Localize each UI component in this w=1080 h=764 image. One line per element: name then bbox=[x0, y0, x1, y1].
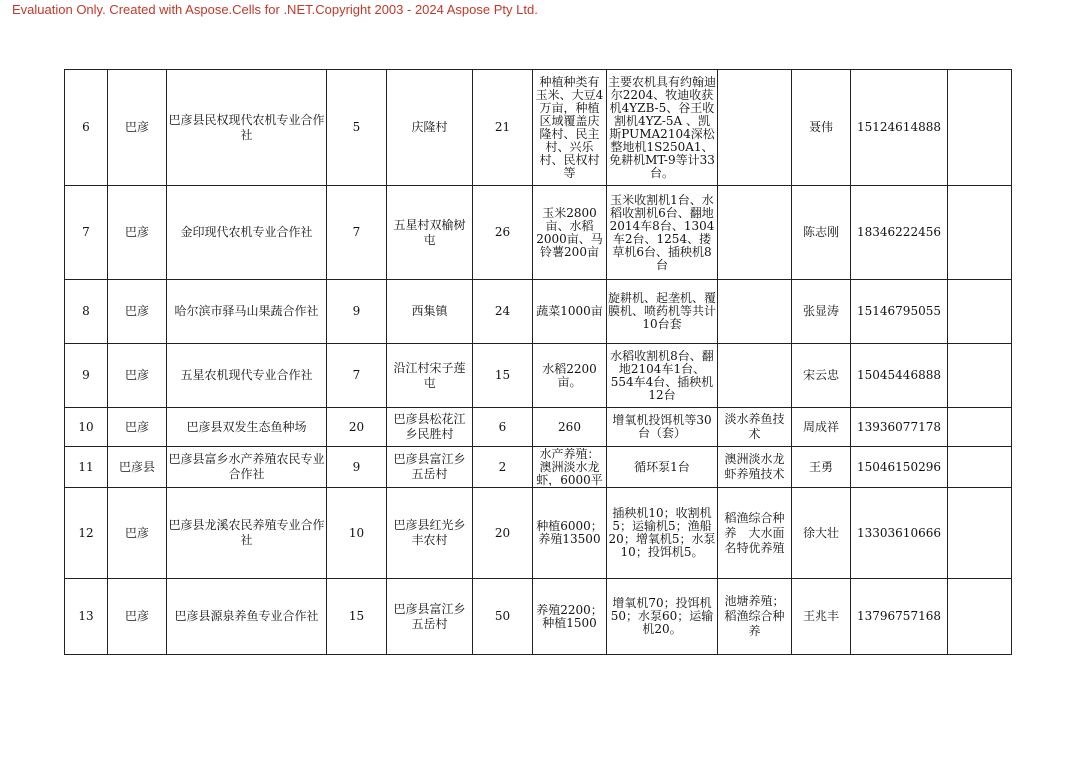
cell-planting-scale-text: 养殖2200；种植1500 bbox=[536, 603, 603, 630]
cell-contact-person bbox=[792, 70, 851, 186]
cell-member-count bbox=[327, 70, 387, 186]
cell-equipment bbox=[607, 408, 718, 447]
cell-technology bbox=[718, 344, 792, 408]
cell-phone bbox=[851, 447, 948, 488]
cell-village bbox=[387, 280, 473, 344]
cell-cooperative-name bbox=[167, 488, 327, 579]
cell-contact-person bbox=[792, 488, 851, 579]
cell-technology bbox=[718, 488, 792, 579]
cell-cooperative-name-text: 五星农机现代专业合作社 bbox=[180, 368, 313, 382]
cell-contact-person bbox=[792, 344, 851, 408]
cell-county bbox=[108, 447, 167, 488]
cell-phone bbox=[851, 70, 948, 186]
cell-households-text: 50 bbox=[494, 609, 511, 623]
cell-households-text: 24 bbox=[494, 304, 511, 318]
cell-equipment bbox=[607, 70, 718, 186]
cell-equipment-text: 增氧机投饵机等30台（套） bbox=[612, 414, 712, 440]
cell-households-text: 20 bbox=[494, 525, 511, 540]
cell-phone-text: 18346222456 bbox=[857, 225, 941, 239]
cell-village bbox=[387, 488, 473, 579]
cell-technology-text: 澳洲淡水龙虾养殖技术 bbox=[724, 452, 785, 481]
cell-row-number-text: 9 bbox=[82, 368, 90, 382]
cooperatives-table bbox=[64, 69, 1012, 655]
cell-phone-text: 15046150296 bbox=[857, 459, 941, 474]
cell-contact-person bbox=[792, 186, 851, 280]
cell-cooperative-name bbox=[167, 186, 327, 280]
cell-contact-person-text: 徐大壮 bbox=[802, 525, 839, 540]
cell-phone-text: 15045446888 bbox=[857, 368, 941, 382]
cell-member-count bbox=[327, 186, 387, 280]
cell-county-text: 巴彦 bbox=[124, 120, 149, 134]
cell-technology-text: 淡水养鱼技术 bbox=[724, 412, 785, 441]
cell-county-text: 巴彦 bbox=[124, 609, 149, 623]
cell-cooperative-name-text: 巴彦县龙溪农民养殖专业合作社 bbox=[168, 518, 325, 547]
cell-planting-scale-text: 水产养殖：澳洲淡水龙虾，6000平 bbox=[536, 448, 603, 486]
cell-equipment bbox=[607, 344, 718, 408]
cell-cooperative-name bbox=[167, 579, 327, 655]
cell-member-count bbox=[327, 408, 387, 447]
cell-village bbox=[387, 579, 473, 655]
cell-planting-scale bbox=[533, 280, 607, 344]
cell-village-text: 巴彦县红光乡丰农村 bbox=[393, 518, 466, 547]
cell-empty bbox=[948, 280, 1012, 344]
cell-row-number-text: 12 bbox=[78, 525, 94, 540]
cell-member-count-text: 9 bbox=[352, 459, 361, 474]
cell-planting-scale-text: 种植种类有玉米、大豆4万亩，种植区域覆盖庆隆村、民主村、兴乐村、民权村等 bbox=[535, 75, 604, 180]
cell-phone bbox=[851, 344, 948, 408]
cell-technology bbox=[718, 186, 792, 280]
cell-empty bbox=[948, 408, 1012, 447]
cell-technology-text: 池塘养殖；稻渔综合种养 bbox=[724, 594, 785, 638]
cell-row-number-text: 11 bbox=[78, 459, 94, 474]
table-row bbox=[65, 186, 1012, 280]
cell-county-text: 巴彦 bbox=[124, 525, 149, 540]
cell-village-text: 沿江村宋子莲屯 bbox=[393, 360, 466, 390]
cell-planting-scale-text: 水稻2200亩。 bbox=[542, 362, 597, 389]
cell-contact-person bbox=[792, 280, 851, 344]
cell-households-text: 6 bbox=[498, 419, 507, 434]
cell-county-text: 巴彦 bbox=[124, 368, 149, 382]
cell-member-count bbox=[327, 488, 387, 579]
cell-households bbox=[473, 186, 533, 280]
cell-cooperative-name-text: 金印现代农机专业合作社 bbox=[180, 225, 313, 239]
cell-member-count bbox=[327, 280, 387, 344]
cell-phone-text: 13796757168 bbox=[857, 609, 941, 623]
cell-contact-person-text: 周成祥 bbox=[802, 419, 839, 434]
cell-contact-person-text: 王勇 bbox=[808, 459, 833, 474]
cell-member-count-text: 7 bbox=[352, 225, 361, 239]
cell-member-count-text: 9 bbox=[352, 304, 361, 318]
cell-cooperative-name-text: 巴彦县富乡水产养殖农民专业合作社 bbox=[168, 452, 325, 481]
cell-village bbox=[387, 186, 473, 280]
cell-row-number bbox=[65, 186, 108, 280]
cell-planting-scale bbox=[533, 488, 607, 579]
cell-phone bbox=[851, 579, 948, 655]
cell-technology bbox=[718, 408, 792, 447]
cell-county bbox=[108, 280, 167, 344]
cell-equipment-text: 水稻收割机8台、翻地2104车1台、554车4台、插秧机12台 bbox=[610, 349, 714, 402]
cell-technology bbox=[718, 280, 792, 344]
cell-cooperative-name bbox=[167, 280, 327, 344]
cell-planting-scale bbox=[533, 70, 607, 186]
cell-county bbox=[108, 408, 167, 447]
evaluation-watermark: Evaluation Only. Created with Aspose.Cells for .NET.Copyright 2003 - 2024 Aspose Pty Ltd. bbox=[12, 2, 538, 17]
cell-technology bbox=[718, 447, 792, 488]
cell-contact-person-text: 张显涛 bbox=[802, 304, 839, 318]
cell-contact-person bbox=[792, 579, 851, 655]
cell-planting-scale-text: 玉米2800亩、水稻2000亩、马铃薯200亩 bbox=[536, 206, 603, 259]
cell-households bbox=[473, 447, 533, 488]
cell-equipment-text: 主要农机具有约翰迪尔2204、牧迪收获机4YZB-5、谷王收割机4YZ-5A 、凯斯PUMA2104深松整地机1S250A1、免耕机MT-9等计33台。 bbox=[608, 75, 716, 180]
table-body bbox=[65, 70, 1012, 655]
cell-contact-person bbox=[792, 447, 851, 488]
cell-phone-text: 13936077178 bbox=[857, 419, 941, 434]
cell-households-text: 21 bbox=[494, 120, 511, 134]
cell-member-count-text: 20 bbox=[348, 419, 365, 434]
cell-county bbox=[108, 344, 167, 408]
cell-contact-person-text: 聂伟 bbox=[808, 120, 833, 134]
cell-equipment-text: 玉米收割机1台、水稻收割机6台、翻地2014车8台、1304车2台、1254、搂草机6台、插秧机8台 bbox=[609, 193, 715, 272]
cell-households bbox=[473, 579, 533, 655]
cell-equipment bbox=[607, 579, 718, 655]
cell-equipment bbox=[607, 488, 718, 579]
cell-village bbox=[387, 70, 473, 186]
cell-member-count-text: 5 bbox=[352, 120, 361, 134]
cell-village bbox=[387, 447, 473, 488]
table-row bbox=[65, 408, 1012, 447]
cell-row-number bbox=[65, 408, 108, 447]
cell-technology bbox=[718, 579, 792, 655]
cell-empty bbox=[948, 488, 1012, 579]
cell-households bbox=[473, 344, 533, 408]
cell-village-text: 巴彦县富江乡五岳村 bbox=[393, 452, 466, 481]
cell-technology bbox=[718, 70, 792, 186]
cell-phone bbox=[851, 408, 948, 447]
cell-households-text: 15 bbox=[494, 368, 511, 382]
cell-planting-scale-text: 种植6000；养殖13500 bbox=[536, 520, 603, 546]
table-row bbox=[65, 70, 1012, 186]
cell-planting-scale bbox=[533, 344, 607, 408]
cell-county bbox=[108, 579, 167, 655]
cell-empty bbox=[948, 447, 1012, 488]
cell-row-number bbox=[65, 579, 108, 655]
cell-member-count-text: 7 bbox=[352, 368, 361, 382]
cell-member-count-text: 10 bbox=[348, 525, 365, 540]
cell-county bbox=[108, 186, 167, 280]
cell-equipment bbox=[607, 447, 718, 488]
cell-village bbox=[387, 408, 473, 447]
cell-cooperative-name bbox=[167, 344, 327, 408]
cell-row-number bbox=[65, 447, 108, 488]
cell-planting-scale-text: 蔬菜1000亩 bbox=[536, 305, 603, 318]
cell-cooperative-name-text: 哈尔滨市驿马山果蔬合作社 bbox=[174, 304, 319, 318]
cell-phone bbox=[851, 488, 948, 579]
cell-cooperative-name bbox=[167, 408, 327, 447]
cell-households bbox=[473, 280, 533, 344]
cell-equipment bbox=[607, 186, 718, 280]
cell-village-text: 巴彦县富江乡五岳村 bbox=[393, 601, 466, 631]
cell-technology-text: 稻渔综合种养 大水面名特优养殖 bbox=[724, 510, 785, 555]
table-row bbox=[65, 344, 1012, 408]
cell-county-text: 巴彦 bbox=[124, 225, 149, 239]
cell-member-count bbox=[327, 579, 387, 655]
cell-member-count bbox=[327, 344, 387, 408]
cell-equipment-text: 旋耕机、起垄机、覆膜机、喷药机等共计10台套 bbox=[608, 292, 716, 331]
cell-phone bbox=[851, 186, 948, 280]
cell-equipment-text: 增氧机70；投饵机50；水泵60；运输机20。 bbox=[610, 597, 714, 636]
cell-row-number-text: 13 bbox=[78, 609, 94, 623]
cell-planting-scale bbox=[533, 186, 607, 280]
cell-contact-person-text: 宋云忠 bbox=[802, 368, 839, 382]
table-row bbox=[65, 447, 1012, 488]
cell-county-text: 巴彦 bbox=[124, 304, 149, 318]
cell-village-text: 庆隆村 bbox=[411, 120, 448, 134]
cell-contact-person-text: 陈志刚 bbox=[802, 225, 839, 239]
cell-county bbox=[108, 70, 167, 186]
cell-cooperative-name-text: 巴彦县源泉养鱼专业合作社 bbox=[174, 609, 319, 623]
cell-village-text: 西集镇 bbox=[411, 304, 448, 318]
cell-county-text: 巴彦县 bbox=[118, 459, 155, 474]
cell-phone-text: 15146795055 bbox=[857, 304, 941, 318]
cell-empty bbox=[948, 70, 1012, 186]
table-row bbox=[65, 488, 1012, 579]
cell-row-number bbox=[65, 488, 108, 579]
cell-phone bbox=[851, 280, 948, 344]
cell-row-number-text: 8 bbox=[82, 304, 90, 318]
cell-empty bbox=[948, 344, 1012, 408]
cell-row-number-text: 7 bbox=[82, 225, 90, 239]
cell-county-text: 巴彦 bbox=[124, 419, 149, 434]
cell-contact-person-text: 王兆丰 bbox=[802, 609, 839, 623]
table-row bbox=[65, 280, 1012, 344]
cell-planting-scale bbox=[533, 579, 607, 655]
cell-phone-text: 13303610666 bbox=[857, 525, 941, 540]
cell-equipment-text: 插秧机10；收割机5；运输机5；渔船20；增氧机5；水泵10；投饵机5。 bbox=[608, 507, 716, 559]
cell-households bbox=[473, 488, 533, 579]
cell-households bbox=[473, 408, 533, 447]
cell-row-number bbox=[65, 70, 108, 186]
cell-member-count bbox=[327, 447, 387, 488]
cell-planting-scale bbox=[533, 408, 607, 447]
cell-row-number-text: 6 bbox=[82, 120, 90, 134]
cell-cooperative-name-text: 巴彦县民权现代农机专业合作社 bbox=[168, 112, 325, 142]
cell-empty bbox=[948, 186, 1012, 280]
cell-row-number-text: 10 bbox=[78, 419, 94, 434]
cell-cooperative-name-text: 巴彦县双发生态鱼种场 bbox=[186, 419, 307, 434]
cell-village-text: 五星村双榆树屯 bbox=[393, 217, 466, 247]
cell-contact-person bbox=[792, 408, 851, 447]
table-row bbox=[65, 579, 1012, 655]
cell-households-text: 2 bbox=[498, 459, 507, 474]
cell-households-text: 26 bbox=[494, 225, 511, 239]
cell-row-number bbox=[65, 344, 108, 408]
cell-empty bbox=[948, 579, 1012, 655]
cell-cooperative-name bbox=[167, 447, 327, 488]
cell-equipment-text: 循环泵1台 bbox=[634, 460, 690, 474]
cell-county bbox=[108, 488, 167, 579]
cell-row-number bbox=[65, 280, 108, 344]
cell-equipment bbox=[607, 280, 718, 344]
cell-phone-text: 15124614888 bbox=[857, 120, 941, 134]
cell-village bbox=[387, 344, 473, 408]
cell-cooperative-name bbox=[167, 70, 327, 186]
cell-planting-scale bbox=[533, 447, 607, 488]
cell-member-count-text: 15 bbox=[348, 609, 365, 623]
cell-households bbox=[473, 70, 533, 186]
cell-village-text: 巴彦县松花江乡民胜村 bbox=[393, 412, 466, 441]
cell-planting-scale-text: 260 bbox=[558, 420, 581, 434]
